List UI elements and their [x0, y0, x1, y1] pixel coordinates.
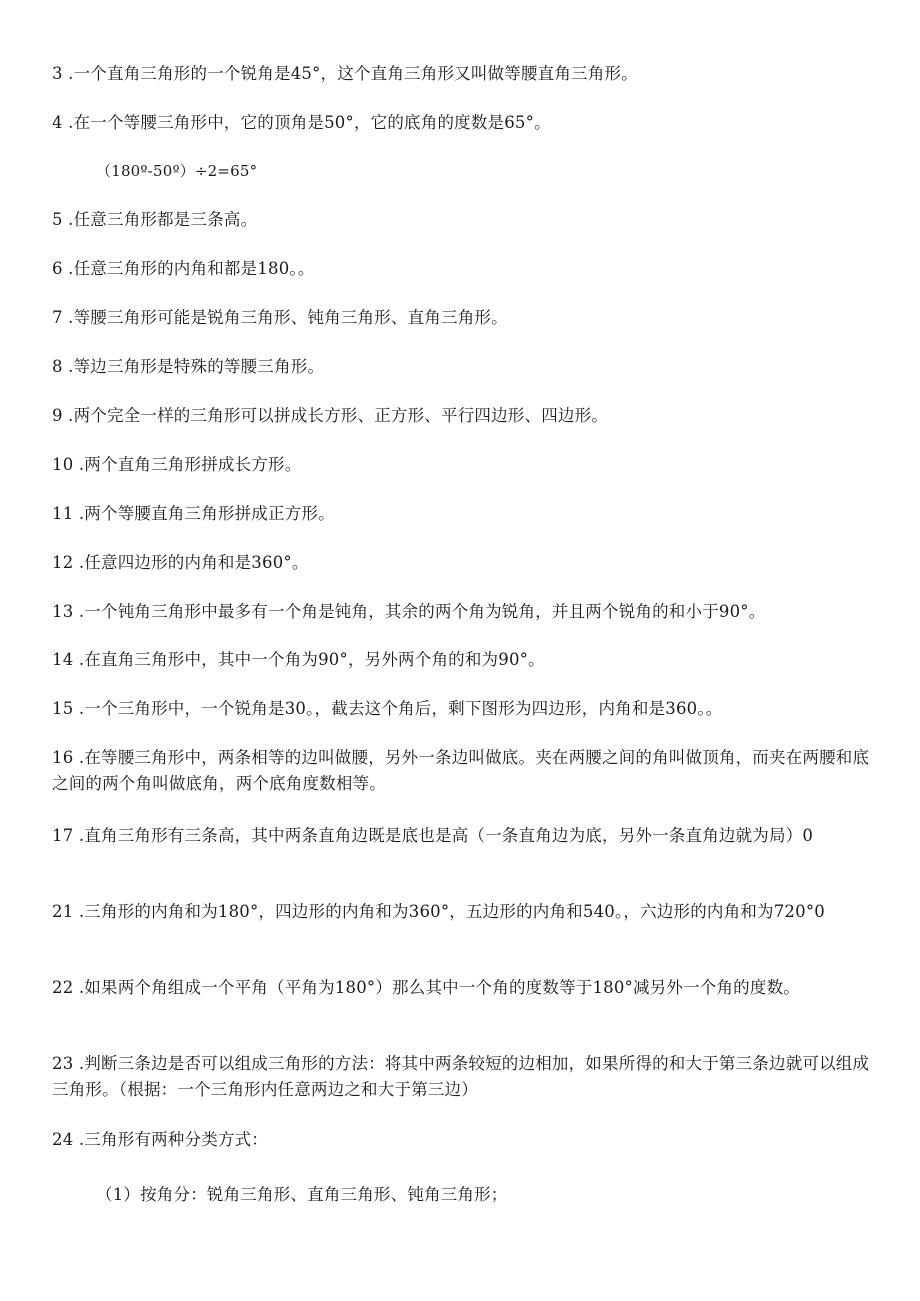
item-number: 3	[52, 64, 63, 83]
item-text: 两个等腰直角三角形拼成正方形。	[84, 504, 335, 523]
list-item	[52, 62, 872, 86]
item-separator: .	[73, 602, 85, 621]
item-text: 在等腰三角形中，两条相等的边叫做腰，另外一条边叫做底。夹在两腰之间的角叫做顶角，而夹在两腰和底之间的两个角叫做底角，两个底角度数相等。	[52, 748, 870, 793]
item-number: 14	[52, 650, 74, 669]
item-separator: .	[73, 1054, 85, 1073]
item-separator: .	[62, 113, 74, 132]
item-number: 12	[52, 553, 74, 572]
list-item	[52, 697, 872, 721]
item-text: 任意三角形的内角和都是180。。	[73, 259, 315, 278]
item-text: 一个直角三角形的一个锐角是45°，这个直角三角形又叫做等腰直角三角形。	[73, 64, 638, 83]
item-separator: .	[62, 210, 74, 229]
item-number: 4	[52, 113, 63, 132]
list-item	[52, 355, 872, 379]
item-separator: .	[73, 826, 85, 845]
list-item	[52, 745, 872, 797]
item-separator: .	[73, 978, 85, 997]
formula-text: （180º-50º）÷2=65°	[96, 162, 258, 180]
item-number: 13	[52, 602, 74, 621]
item-separator: .	[73, 455, 85, 474]
list-item	[52, 823, 872, 849]
item-text: 在直角三角形中，其中一个角为90°，另外两个角的和为90°。	[84, 650, 545, 669]
item-text: 三角形有两种分类方式：	[84, 1130, 268, 1149]
item-separator: .	[73, 504, 85, 523]
item-number: 17	[52, 826, 74, 845]
item-number: 5	[52, 210, 63, 229]
item-separator: .	[62, 406, 74, 425]
item-number: 9	[52, 406, 63, 425]
item-text: 等腰三角形可能是锐角三角形、钝角三角形、直角三角形。	[73, 308, 508, 327]
list-item	[52, 899, 872, 925]
formula	[96, 159, 916, 183]
item-number: 22	[52, 978, 74, 997]
list-item	[52, 453, 872, 477]
item-text: 等边三角形是特殊的等腰三角形。	[73, 357, 325, 376]
list-item	[52, 648, 872, 672]
item-separator: .	[73, 650, 85, 669]
item-number: 23	[52, 1054, 74, 1073]
list-item	[52, 306, 872, 330]
list-item	[52, 1051, 872, 1103]
item-number: 21	[52, 902, 74, 921]
item-separator: .	[73, 699, 85, 718]
item-separator: .	[62, 357, 74, 376]
list-item	[52, 404, 872, 428]
list-item	[52, 257, 872, 281]
item-separator: .	[73, 1130, 85, 1149]
item-number: 7	[52, 308, 63, 327]
item-text: 任意三角形都是三条高。	[73, 210, 258, 229]
item-text: 在一个等腰三角形中，它的顶角是50°，它的底角的度数是65°。	[73, 113, 551, 132]
item-text: 判断三条边是否可以组成三角形的方法：将其中两条较短的边相加，如果所得的和大于第三条边就可以组成三角形。（根据：一个三角形内任意两边之和大于第三边）	[52, 1054, 870, 1099]
item-separator: .	[73, 902, 85, 921]
sub-item-text: （1）按角分：锐角三角形、直角三角形、钝角三角形；	[96, 1185, 508, 1204]
item-separator: .	[62, 64, 74, 83]
item-text: 三角形的内角和为180°，四边形的内角和为360°，五边形的内角和540。，六边形的内角和为720°0	[84, 902, 825, 921]
list-item	[52, 600, 872, 624]
list-item	[52, 111, 872, 135]
item-text: 两个完全一样的三角形可以拼成长方形、正方形、平行四边形、四边形。	[73, 406, 608, 425]
list-item	[52, 975, 872, 1001]
list-item	[52, 1128, 872, 1152]
item-number: 15	[52, 699, 74, 718]
item-number: 16	[52, 748, 74, 767]
item-number: 11	[52, 504, 74, 523]
item-text: 直角三角形有三条高，其中两条直角边既是底也是高（一条直角边为底，另外一条直角边就为局）0	[84, 826, 814, 845]
item-text: 一个三角形中，一个锐角是30。，截去这个角后，剩下图形为四边形，内角和是360。。	[84, 699, 723, 718]
list-item	[52, 551, 872, 575]
item-number: 24	[52, 1130, 74, 1149]
item-separator: .	[73, 553, 85, 572]
list-item	[52, 502, 872, 526]
list-item	[52, 208, 872, 232]
item-number: 8	[52, 357, 63, 376]
item-number: 6	[52, 259, 63, 278]
sub-item	[96, 1183, 916, 1207]
item-text: 如果两个角组成一个平角（平角为180°）那么其中一个角的度数等于180°减另外一个角的度数。	[84, 978, 800, 997]
item-separator: .	[62, 259, 74, 278]
item-text: 任意四边形的内角和是360°。	[84, 553, 309, 572]
item-number: 10	[52, 455, 74, 474]
item-separator: .	[62, 308, 74, 327]
item-text: 一个钝角三角形中最多有一个角是钝角，其余的两个角为锐角，并且两个锐角的和小于90°。	[84, 602, 766, 621]
item-separator: .	[73, 748, 85, 767]
item-text: 两个直角三角形拼成长方形。	[84, 455, 302, 474]
